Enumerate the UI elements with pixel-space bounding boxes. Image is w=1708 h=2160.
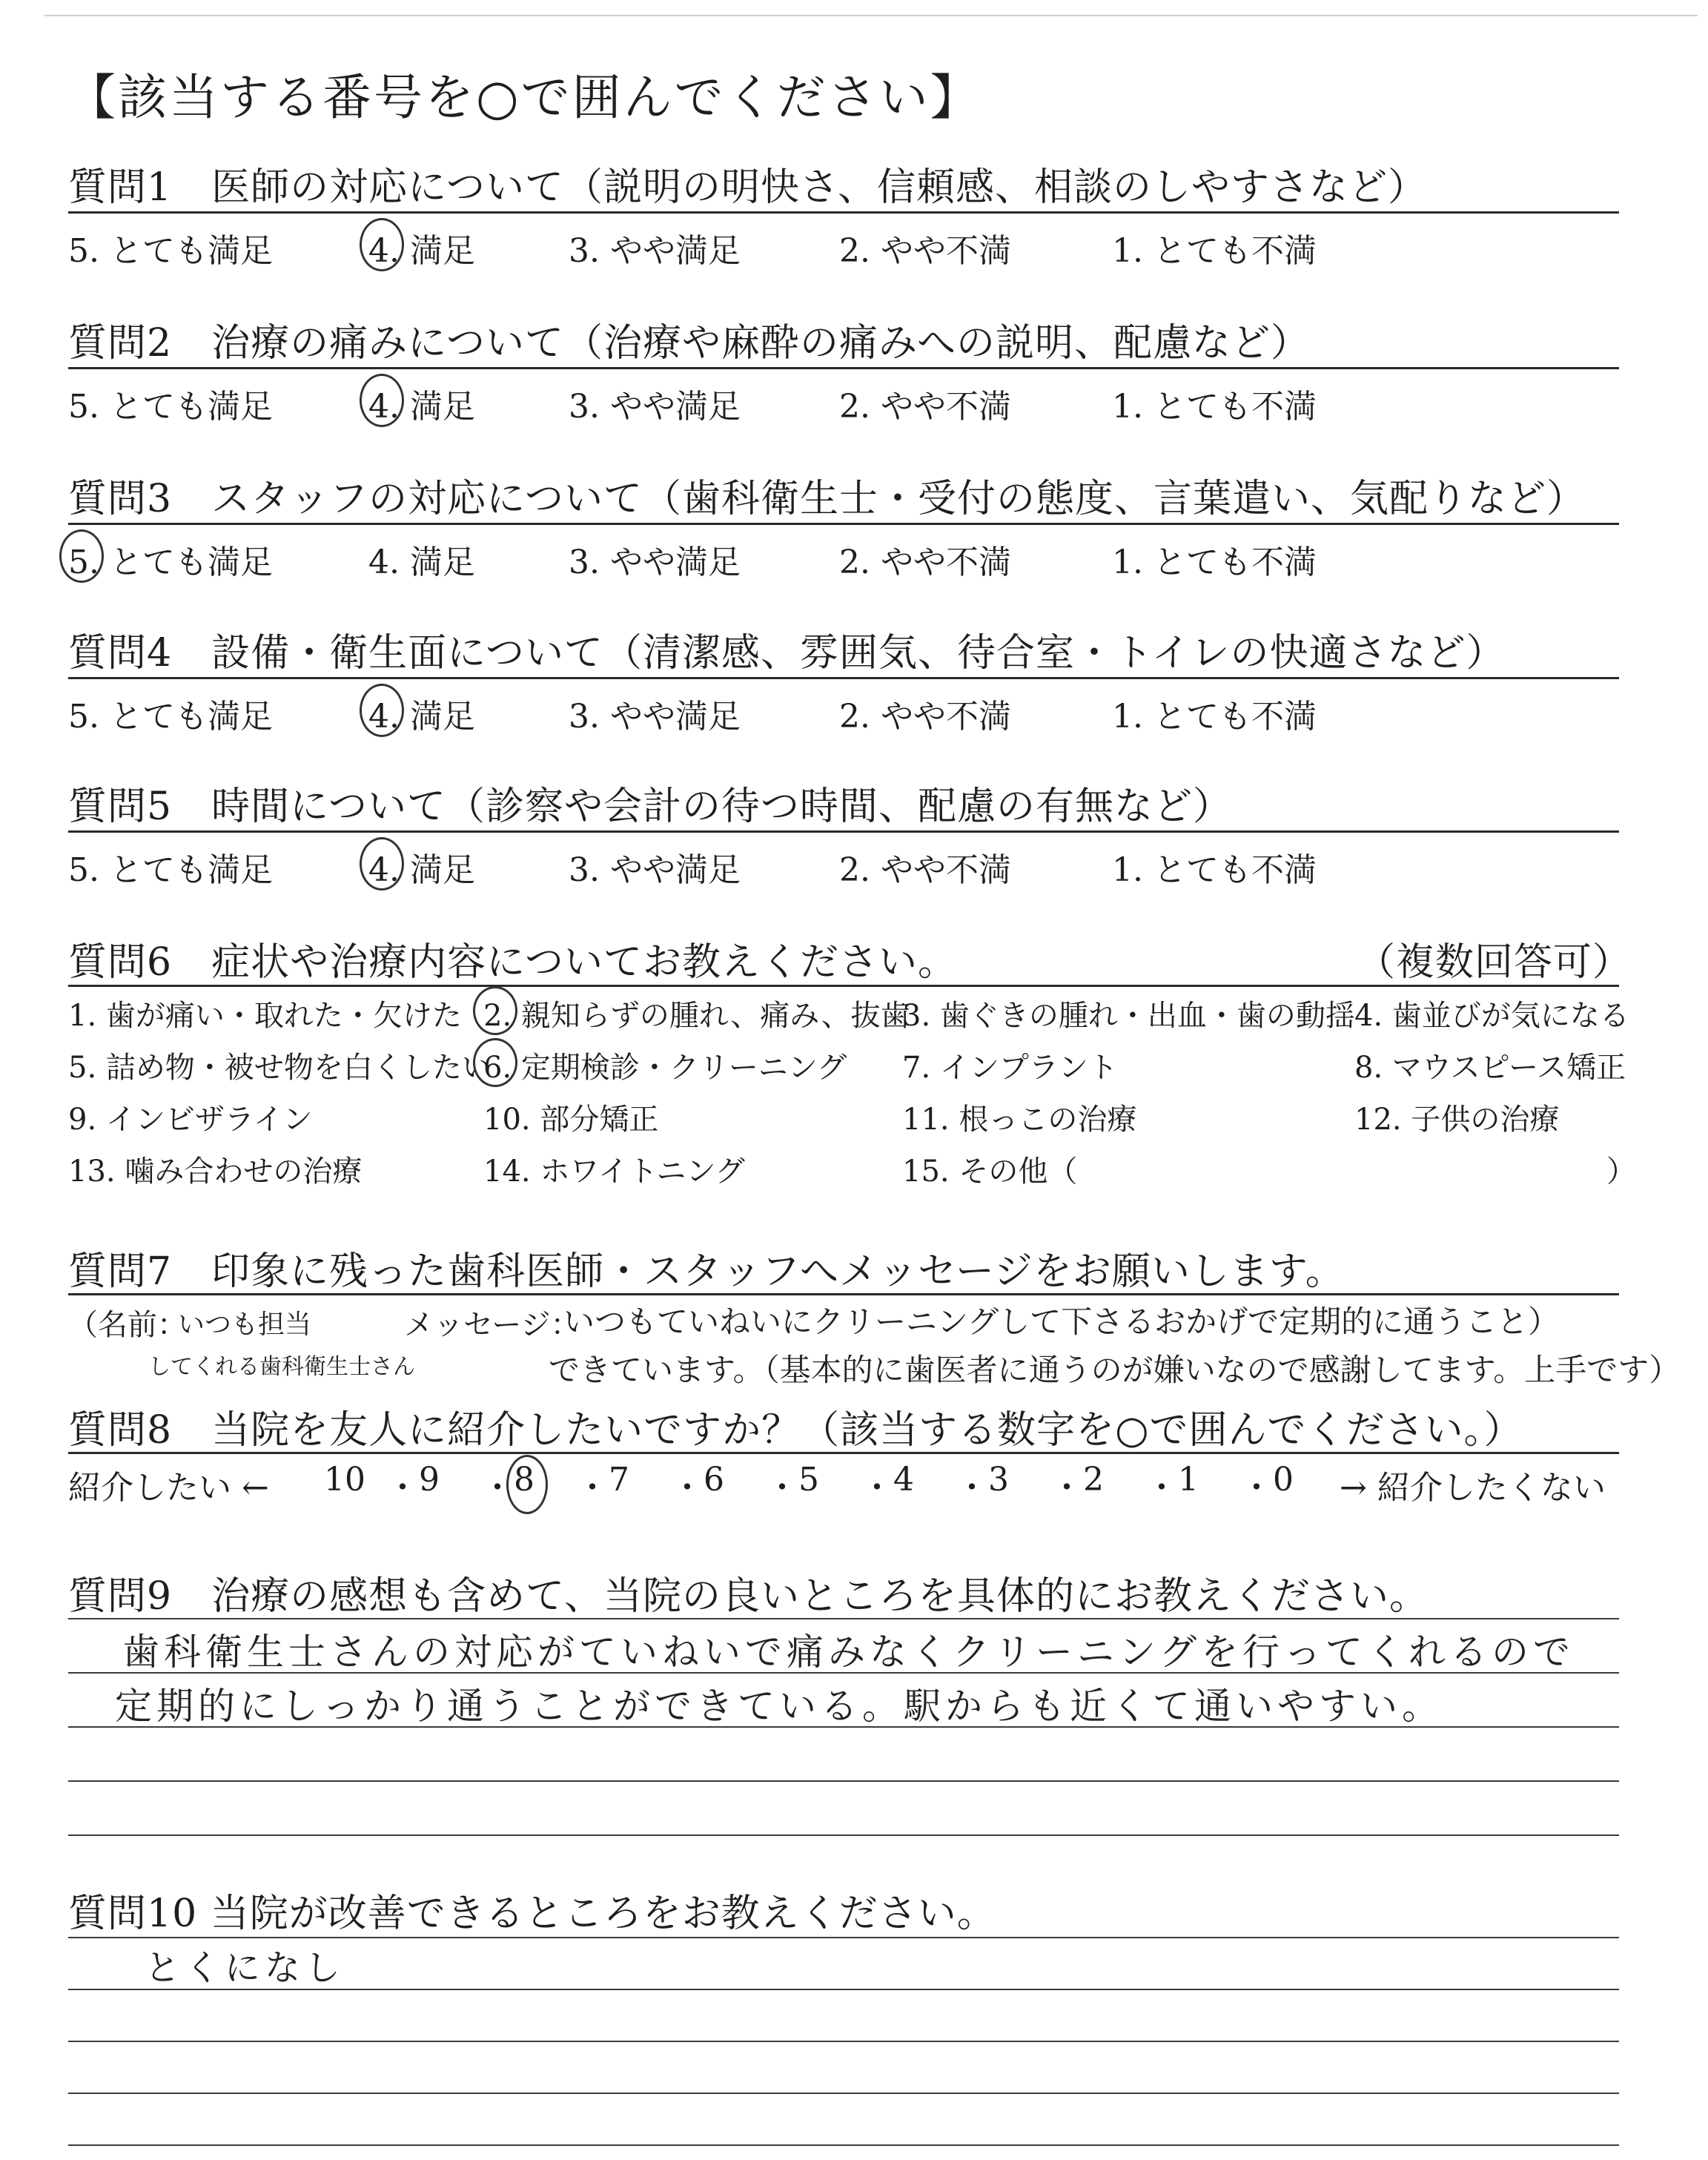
q1-rule [68,211,1619,214]
q9-line [68,1834,1619,1836]
rating-option[interactable]: 2. やや不満 [839,851,1011,889]
q6-option[interactable]: 12. 子供の治療 [1354,1103,1560,1137]
rating-option[interactable]: 5. とても満足 [68,232,273,270]
q1-title: 質問1 医師の対応について（説明の明快さ、信頼感、相談のしやすさなど） [68,165,1427,210]
q8-scale-number[interactable]: 4 [893,1461,914,1499]
q5-options [68,843,1625,888]
rating-option[interactable]: 5. とても満足 [68,544,273,581]
q9-answer-line-1[interactable]: 歯科衛生士さんの対応がていねいで痛みなくクリーニングを行ってくれるので [122,1631,1575,1674]
q4-rule [68,677,1619,679]
q8-scale-dot: ・ [1145,1469,1178,1507]
q6-option[interactable]: 15. その他（ [902,1155,1078,1189]
q6-option[interactable]: 7. インプラント [902,1051,1118,1085]
q8-scale-dot: ・ [1240,1469,1273,1507]
q10-line [68,1937,1619,1938]
q5-rule [68,830,1619,833]
rating-option[interactable]: 3. やや満足 [569,544,741,581]
q8-scale-dot: ・ [766,1469,798,1507]
q8-scale-number[interactable]: 8 [514,1461,534,1499]
rating-option[interactable]: 2. やや不満 [839,544,1011,581]
q7-message-line-1[interactable]: いつもていねいにクリーニングして下さるおかげで定期的に通うこと） [563,1304,1560,1340]
rating-option[interactable]: 5. とても満足 [68,698,273,736]
rating-option[interactable]: 4. 満足 [368,851,475,889]
q1-options [68,224,1625,268]
q6-title: 質問6 症状や治療内容についてお教えください。 [68,940,958,985]
q3-rule [68,523,1619,525]
form-heading: 【該当する番号を○で囲んでください】 [67,69,982,126]
q6-options [68,992,1636,1215]
q8-scale-number[interactable]: 10 [324,1461,365,1499]
q7-rule [68,1293,1619,1295]
q8-scale-number[interactable]: 5 [798,1461,819,1499]
rating-option[interactable]: 3. やや満足 [569,851,741,889]
rating-option[interactable]: 3. やや満足 [569,232,741,270]
rating-option[interactable]: 4. 満足 [368,698,475,736]
q6-option[interactable]: 1. 歯が痛い・取れた・欠けた [68,999,462,1033]
q10-title: 質問10 当院が改善できるところをお教えください。 [68,1892,996,1936]
q6-option[interactable]: 10. 部分矯正 [483,1103,659,1137]
q6-option[interactable]: 9. インビザライン [68,1103,313,1137]
q7-message-label: メッセージ： [404,1308,580,1342]
q8-scale [68,1461,1632,1513]
q4-title: 質問4 設備・衛生面について（清潔感、雰囲気、待合室・トイレの快適さなど） [68,631,1506,676]
q5-title: 質問5 時間について（診察や会計の待つ時間、配慮の有無など） [68,785,1233,829]
q6-option[interactable]: 3. 歯ぐきの腫れ・出血・歯の動揺 [902,999,1355,1033]
q9-line [68,1780,1619,1782]
q2-rule [68,367,1619,369]
q6-option[interactable]: 14. ホワイトニング [483,1155,745,1189]
q3-title: 質問3 スタッフの対応について（歯科衛生士・受付の態度、言葉遣い、気配りなど） [68,477,1586,521]
q8-left-label: 紹介したい ← [68,1469,269,1507]
q3-options [68,535,1625,580]
q8-right-label: → 紹介したくない [1340,1469,1606,1507]
q7-name-value-1[interactable]: いつも担当 [178,1309,312,1340]
q10-line [68,2041,1619,2042]
q6-option[interactable]: 5. 詰め物・被せ物を白くしたい [68,1051,491,1085]
q8-rule [68,1452,1619,1454]
q6-option[interactable]: 6. 定期検診・クリーニング [483,1051,847,1085]
q7-message-line-2[interactable]: できています。（基本的に歯医者に通うのが嫌いなので感謝してます。上手です） [549,1352,1681,1388]
q10-line [68,2144,1619,2146]
rating-option[interactable]: 1. とても不満 [1112,851,1317,889]
rating-option[interactable]: 4. 満足 [368,544,475,581]
q8-scale-dot: ・ [671,1469,704,1507]
q6-note: （複数回答可） [1357,940,1632,985]
q9-line [68,1618,1619,1619]
q9-title: 質問9 治療の感想も含めて、当院の良いところを具体的にお教えください。 [68,1574,1429,1619]
q10-line [68,2093,1619,2094]
q8-scale-dot: ・ [1050,1469,1083,1507]
q8-scale-dot: ・ [576,1469,609,1507]
q2-options [68,380,1625,424]
rating-option[interactable]: 1. とても不満 [1112,698,1317,736]
q8-scale-number[interactable]: 0 [1273,1461,1294,1499]
q7-title: 質問7 印象に残った歯科医師・スタッフへメッセージをお願いします。 [68,1249,1345,1294]
rating-option[interactable]: 3. やや満足 [569,388,741,426]
q8-scale-dot: ・ [956,1469,988,1507]
q4-options [68,690,1625,734]
rating-option[interactable]: 1. とても不満 [1112,388,1317,426]
q8-scale-number[interactable]: 2 [1083,1461,1104,1499]
q6-option[interactable]: 13. 噛み合わせの治療 [68,1155,363,1189]
q9-answer-line-2[interactable]: 定期的にしっかり通うことができている。駅からも近くて通いやすい。 [115,1685,1443,1728]
rating-option[interactable]: 2. やや不満 [839,232,1011,270]
q6-option[interactable]: 4. 歯並びが気になる [1354,999,1629,1033]
q6-rule [68,985,1619,987]
q8-title: 質問8 当院を友人に紹介したいですか？（該当する数字を○で囲んでください。） [68,1408,1523,1453]
q8-scale-number[interactable]: 6 [704,1461,724,1499]
q8-scale-number[interactable]: 7 [609,1461,629,1499]
q10-answer[interactable]: とくになし [145,1947,345,1989]
q2-title: 質問2 治療の痛みについて（治療や麻酔の痛みへの説明、配慮など） [68,321,1311,366]
q6-option[interactable]: 8. マウスピース矯正 [1354,1051,1626,1085]
q7-name-label: （名前： [68,1308,187,1342]
q7-name-value-2[interactable]: してくれる歯科衛生士さん [148,1354,415,1380]
rating-option[interactable]: 5. とても満足 [68,851,273,889]
rating-option[interactable]: 4. 満足 [368,388,475,426]
rating-option[interactable]: 1. とても不満 [1112,232,1317,270]
q8-scale-number[interactable]: 3 [988,1461,1009,1499]
rating-option[interactable]: 2. やや不満 [839,698,1011,736]
rating-option[interactable]: 3. やや満足 [569,698,741,736]
rating-option[interactable]: 4. 満足 [368,232,475,270]
rating-option[interactable]: 5. とても満足 [68,388,273,426]
q8-scale-number[interactable]: 9 [419,1461,440,1499]
q6-option[interactable]: 2. 親知らずの腫れ、痛み、抜歯 [483,999,910,1033]
rating-option[interactable]: 1. とても不満 [1112,544,1317,581]
q8-scale-number[interactable]: 1 [1178,1461,1199,1499]
rating-option[interactable]: 2. やや不満 [839,388,1011,426]
q8-scale-dot: ・ [481,1469,514,1507]
q6-other-close-paren: ） [1606,1155,1636,1189]
q8-scale-dot: ・ [386,1469,419,1507]
q6-option[interactable]: 11. 根っこの治療 [902,1103,1137,1137]
q8-scale-dot: ・ [861,1469,893,1507]
page-top-border [44,15,1698,16]
